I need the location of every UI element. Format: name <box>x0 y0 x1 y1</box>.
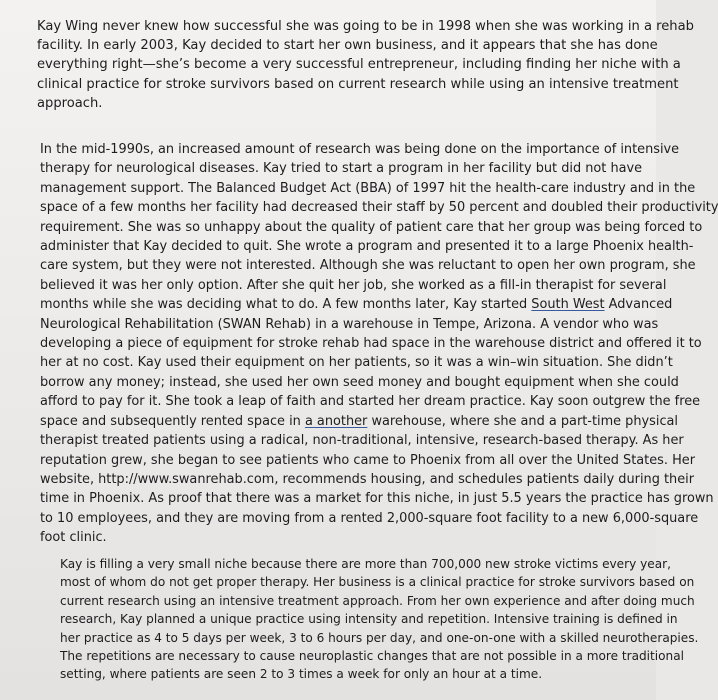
text-line: setting, where patients are seen 2 to 3 times a week for only an hour at a time. <box>60 667 543 682</box>
text-line: afford to pay for it. She took a leap of faith and started her dream practice. Kay soon outgrew the free <box>40 394 701 410</box>
text-line: time in Phoenix. As proof that there was a market for this niche, in just 5.5 years the practice has grown <box>40 491 714 507</box>
text-segment: space and subsequently rented space in <box>40 413 305 429</box>
text-line: to 10 employees, and they are moving from a rented 2,000-square foot facility to a new 6,000-square <box>40 510 699 526</box>
text-line: management support. The Balanced Budget Act (BBA) of 1997 hit the health-care industry and in the <box>40 180 696 196</box>
text-line: current research using an intensive treatment approach. From her own experience and after doing much <box>60 593 695 608</box>
text-line: everything right—she’s become a very successful entrepreneur, including finding her niche with a <box>37 57 681 73</box>
text-line: foot clinic. <box>40 530 107 546</box>
paragraph-background <box>40 140 718 548</box>
text-line <box>40 412 718 431</box>
text-line: clinical practice for stroke survivors based on current research while using an intensive treatment <box>37 76 679 92</box>
text-line: Kay Wing never knew how successful she was going to be in 1998 when she was working in a rehab <box>37 19 694 34</box>
paragraph-intro <box>37 17 694 113</box>
paragraph-niche <box>60 555 698 684</box>
text-line: developing a piece of equipment for stroke rehab had space in the warehouse district and offered it to <box>40 336 702 352</box>
text-line: most of whom do not get proper therapy. Her business is a clinical practice for stroke survivors based on <box>60 575 695 590</box>
text-line: approach. <box>37 95 103 111</box>
text-line: requirement. She was so unhappy about the quality of patient care that her group was being forced to <box>40 219 703 235</box>
underlined-text: a another <box>304 413 368 429</box>
text-line: believed it was her only option. After she quit her job, she worked as a fill-in therapist for several <box>40 277 667 293</box>
text-line: therapist treated patients using a radical, non-traditional, intensive, research-based therapy. As her <box>40 433 684 449</box>
text-line: administer that Kay decided to quit. She wrote a program and presented it to a large Phoenix health- <box>40 239 694 255</box>
text-line: In the mid-1990s, an increased amount of research was being done on the importance of intensive <box>40 142 680 157</box>
text-line: space of a few months her facility had decreased their staff by 50 percent and doubled their productivity <box>40 200 718 216</box>
text-line: research, Kay planned a unique practice using intensity and repetition. Intensive training is defined in <box>60 612 678 627</box>
text-line: therapy for neurological diseases. Kay tried to start a program in her facility but did not have <box>40 161 643 177</box>
underlined-text: South West <box>531 297 605 313</box>
text-line: borrow any money; instead, she used her own seed money and bought equipment when she could <box>40 374 679 390</box>
text-line: Neurological Rehabilitation (SWAN Rehab) in a warehouse in Tempe, Arizona. A vendor who was <box>40 316 659 332</box>
text-line: facility. In early 2003, Kay decided to start her own business, and it appears that she has done <box>37 38 658 54</box>
text-line: Kay is filling a very small niche because there are more than 700,000 new stroke victims every year, <box>60 557 671 571</box>
text-segment: Advanced <box>604 297 673 313</box>
text-line: her at no cost. Kay used their equipment on her patients, so it was a win–win situation. She didn’t <box>40 355 673 371</box>
text-segment: warehouse, where she and a part-time physical <box>367 413 679 429</box>
text-line: her practice as 4 to 5 days per week, 3 to 6 hours per day, and one-on-one with a skilled neurotherapies. <box>60 630 699 645</box>
text-line <box>40 295 718 314</box>
text-segment: months while she was deciding what to do. A few months later, Kay started <box>40 297 532 313</box>
text-line: The repetitions are necessary to cause neuroplastic changes that are not possible in a more traditional <box>60 649 684 664</box>
text-line: reputation grew, she began to see patients who came to Phoenix from all over the United States. Her <box>40 452 695 468</box>
text-line: website, http://www.swanrehab.com, recommends housing, and schedules patients daily during their <box>40 471 695 487</box>
text-line: care system, but they were not interested. Although she was reluctant to open her own program, she <box>40 258 696 274</box>
